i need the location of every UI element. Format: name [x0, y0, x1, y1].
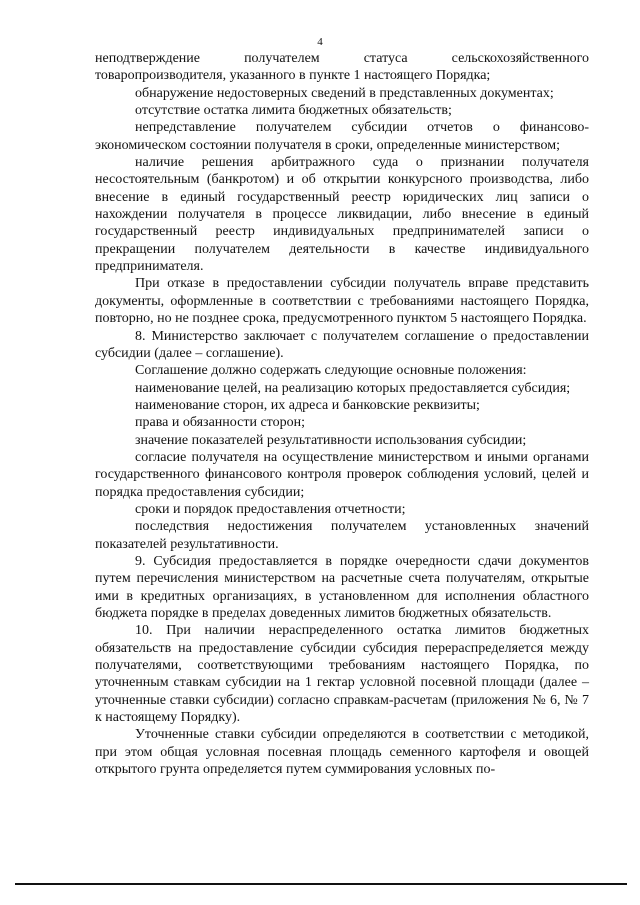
- paragraph-parties: наименование сторон, их адреса и банковские реквизиты;: [135, 397, 480, 413]
- paragraph-resubmission: При отказе в предоставлении субсидии получатель вправе представить документы, оформленные в соответствии с требованиями настоящего Порядка, повторно, но не позднее срока, предусмотренного пунктом 5 настоящего Порядка.: [95, 276, 589, 327]
- paragraph-consent-inspections: согласие получателя на осуществление министерством и иными органами государственного финансового контроля проверок соблюдения условий, целей и порядка предоставления субсидии;: [95, 449, 589, 500]
- page-number: 4: [317, 36, 323, 48]
- paragraph-agreement-provisions: Соглашение должно содержать следующие основные положения:: [135, 363, 527, 379]
- document-body: [95, 50, 589, 778]
- paragraph-refined-rates: Уточненные ставки субсидии определяются в соответствии с методикой, при этом общая условная посевная площадь семенного картофеля и овощей открытого грунта определяется путем суммирования условных по-: [95, 727, 589, 778]
- footer-divider: [15, 883, 627, 885]
- paragraph-no-confirmation-status: неподтверждение получателем статуса сельскохозяйственного товаропроизводителя, указанного в пункте 1 настоящего Порядка;: [95, 51, 589, 84]
- paragraph-rights-duties: права и обязанности сторон;: [135, 415, 305, 431]
- paragraph-purpose-names: наименование целей, на реализацию которых предоставляется субсидия;: [135, 380, 571, 396]
- paragraph-no-budget-limit: отсутствие остатка лимита бюджетных обязательств;: [135, 103, 452, 119]
- paragraph-bankruptcy: наличие решения арбитражного суда о признании получателя несостоятельным (банкротом) и об открытии конкурсного производства, либо внесение в единый государственный реестр юридических лиц записи о нахождении получателя в процессе ликвидации, либо внесение в единый государственный реестр индивидуальных предпринимателей записи о прекращении получателем деятельности в качестве индивидуального предпринимателя.: [95, 155, 589, 275]
- paragraph-reporting: сроки и порядок предоставления отчетности;: [135, 501, 406, 517]
- paragraph-item-8: 8. Министерство заключает с получателем соглашение о предоставлении субсидии (далее – соглашение).: [95, 328, 589, 361]
- paragraph-no-reports: непредставление получателем субсидии отчетов о финансово-экономическом состоянии получателя в сроки, определенные министерством;: [95, 120, 589, 153]
- paragraph-item-10: 10. При наличии нераспределенного остатка лимитов бюджетных обязательств на предоставление субсидии субсидия перераспределяется между получателями, соответствующими требованиям настоящего Порядка, по уточненным ставкам субсидии на 1 гектар условной посевной площади (далее – уточненные ставки субсидии) согласно справкам-расчетам (приложения № 6, № 7 к настоящему Порядку).: [95, 623, 589, 726]
- paragraph-performance-indicators: значение показателей результативности использования субсидии;: [135, 432, 527, 448]
- paragraph-item-9: 9. Субсидия предоставляется в порядке очередности сдачи документов путем перечисления министерством на расчетные счета получателям, открытые ими в кредитных организациях, в установленном для исполнения областного бюджета порядке в пределах доведенных лимитов бюджетных обязательств.: [95, 553, 589, 621]
- paragraph-false-information: обнаружение недостоверных сведений в представленных документах;: [135, 85, 554, 101]
- paragraph-consequences: последствия недостижения получателем установленных значений показателей результативности.: [95, 519, 589, 552]
